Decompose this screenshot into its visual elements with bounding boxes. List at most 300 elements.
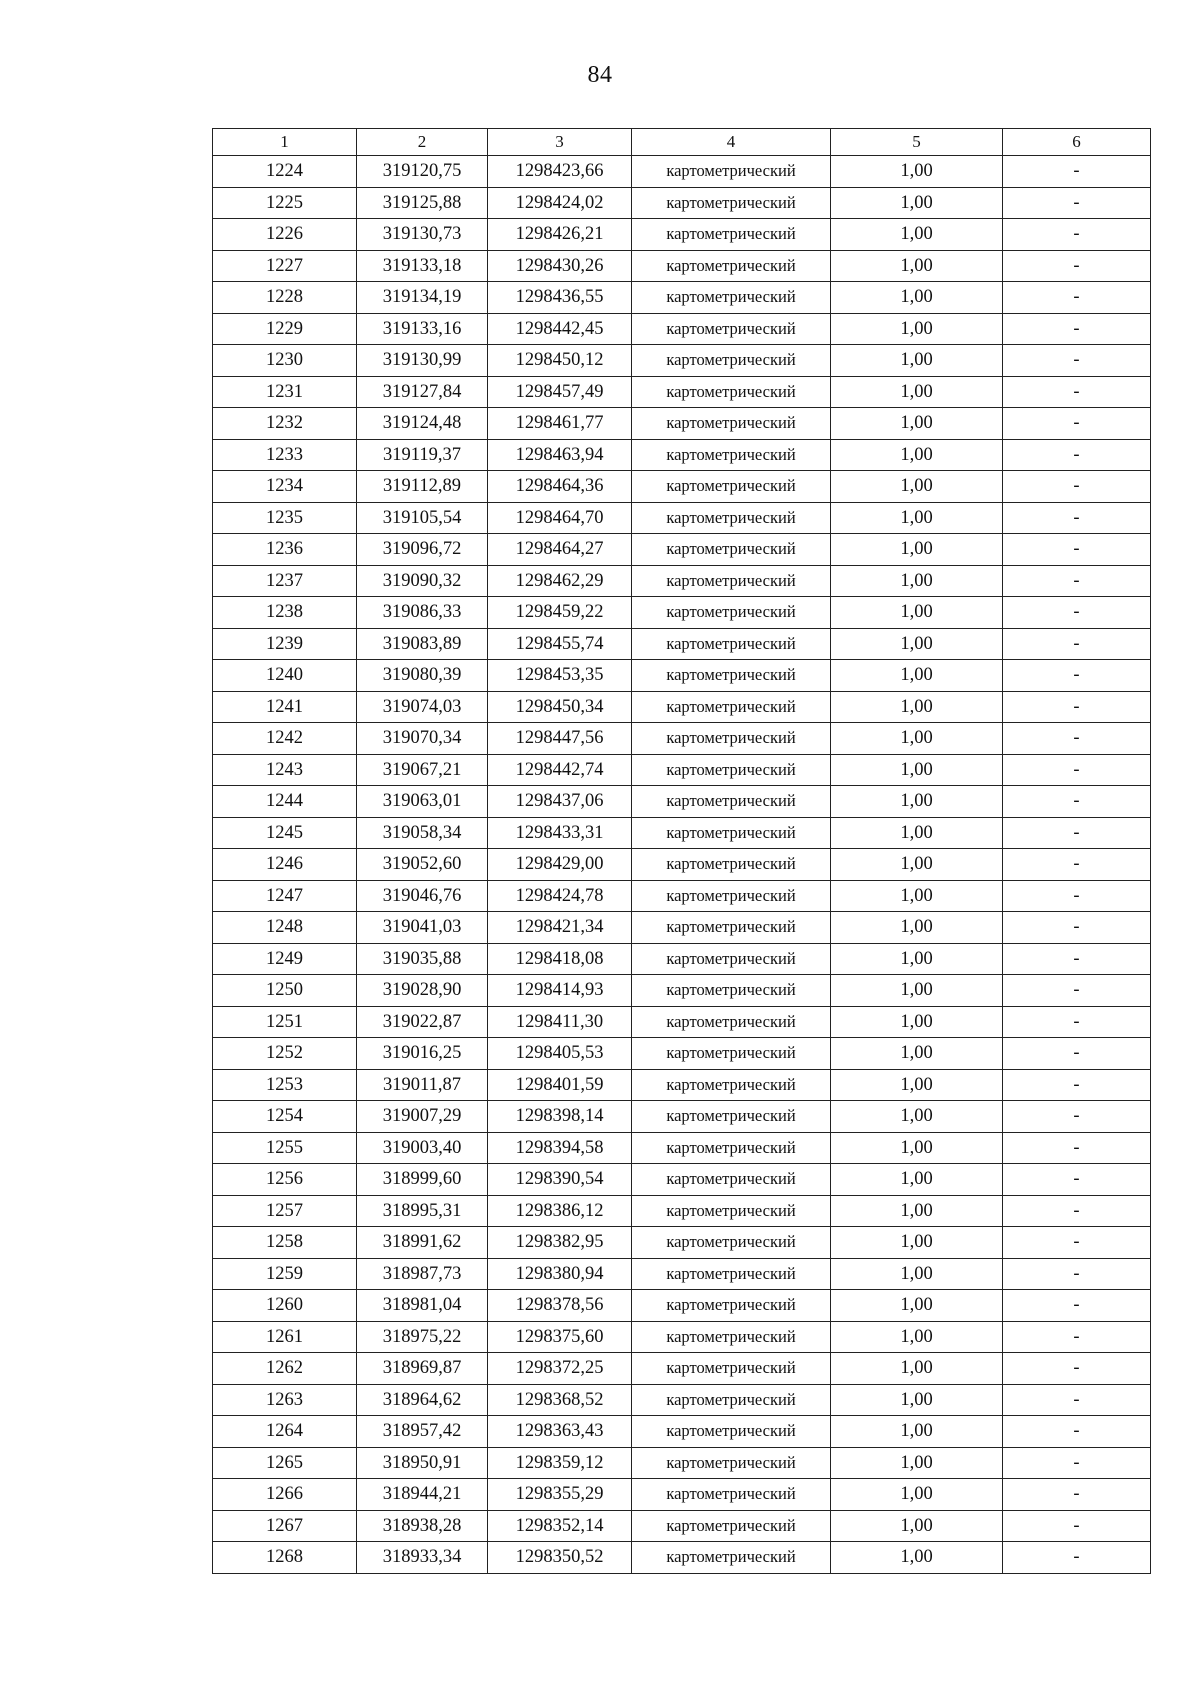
method-cell: картометрический: [632, 1227, 831, 1259]
x-coordinate-cell: 319046,76: [357, 880, 488, 912]
point-number-cell: 1263: [213, 1384, 357, 1416]
table-row: [213, 1227, 1151, 1259]
note-cell: -: [1003, 1258, 1151, 1290]
y-coordinate-cell: 1298426,21: [488, 219, 632, 251]
table-row: [213, 250, 1151, 282]
accuracy-cell: 1,00: [831, 345, 1003, 377]
x-coordinate-cell: 319120,75: [357, 156, 488, 188]
method-cell: картометрический: [632, 1416, 831, 1448]
accuracy-cell: 1,00: [831, 376, 1003, 408]
column-header-1: 1: [213, 129, 357, 156]
x-coordinate-cell: 319067,21: [357, 754, 488, 786]
note-cell: -: [1003, 345, 1151, 377]
y-coordinate-cell: 1298363,43: [488, 1416, 632, 1448]
method-cell: картометрический: [632, 1290, 831, 1322]
point-number-cell: 1265: [213, 1447, 357, 1479]
method-cell: картометрический: [632, 1132, 831, 1164]
y-coordinate-cell: 1298418,08: [488, 943, 632, 975]
note-cell: -: [1003, 219, 1151, 251]
note-cell: -: [1003, 723, 1151, 755]
table-row: [213, 691, 1151, 723]
y-coordinate-cell: 1298380,94: [488, 1258, 632, 1290]
table-row: [213, 471, 1151, 503]
accuracy-cell: 1,00: [831, 1195, 1003, 1227]
table-row: [213, 1416, 1151, 1448]
table-row: [213, 1101, 1151, 1133]
x-coordinate-cell: 319003,40: [357, 1132, 488, 1164]
method-cell: картометрический: [632, 880, 831, 912]
note-cell: -: [1003, 1447, 1151, 1479]
accuracy-cell: 1,00: [831, 1038, 1003, 1070]
accuracy-cell: 1,00: [831, 597, 1003, 629]
accuracy-cell: 1,00: [831, 943, 1003, 975]
method-cell: картометрический: [632, 754, 831, 786]
column-header-6: 6: [1003, 129, 1151, 156]
y-coordinate-cell: 1298429,00: [488, 849, 632, 881]
note-cell: -: [1003, 313, 1151, 345]
x-coordinate-cell: 319035,88: [357, 943, 488, 975]
method-cell: картометрический: [632, 1447, 831, 1479]
table-row: [213, 313, 1151, 345]
accuracy-cell: 1,00: [831, 1258, 1003, 1290]
accuracy-cell: 1,00: [831, 1510, 1003, 1542]
table-row: [213, 628, 1151, 660]
y-coordinate-cell: 1298352,14: [488, 1510, 632, 1542]
column-header-5: 5: [831, 129, 1003, 156]
accuracy-cell: 1,00: [831, 1132, 1003, 1164]
point-number-cell: 1235: [213, 502, 357, 534]
table-row: [213, 502, 1151, 534]
y-coordinate-cell: 1298424,02: [488, 187, 632, 219]
y-coordinate-cell: 1298430,26: [488, 250, 632, 282]
method-cell: картометрический: [632, 628, 831, 660]
accuracy-cell: 1,00: [831, 408, 1003, 440]
method-cell: картометрический: [632, 817, 831, 849]
y-coordinate-cell: 1298372,25: [488, 1353, 632, 1385]
point-number-cell: 1246: [213, 849, 357, 881]
point-number-cell: 1239: [213, 628, 357, 660]
point-number-cell: 1240: [213, 660, 357, 692]
table-row: [213, 219, 1151, 251]
method-cell: картометрический: [632, 219, 831, 251]
y-coordinate-cell: 1298386,12: [488, 1195, 632, 1227]
y-coordinate-cell: 1298355,29: [488, 1479, 632, 1511]
x-coordinate-cell: 319063,01: [357, 786, 488, 818]
y-coordinate-cell: 1298437,06: [488, 786, 632, 818]
table-row: [213, 849, 1151, 881]
table-row: [213, 1384, 1151, 1416]
x-coordinate-cell: 319124,48: [357, 408, 488, 440]
coordinates-table: [212, 128, 1151, 1574]
accuracy-cell: 1,00: [831, 817, 1003, 849]
accuracy-cell: 1,00: [831, 534, 1003, 566]
point-number-cell: 1267: [213, 1510, 357, 1542]
method-cell: картометрический: [632, 156, 831, 188]
x-coordinate-cell: 319096,72: [357, 534, 488, 566]
table-row: [213, 786, 1151, 818]
point-number-cell: 1259: [213, 1258, 357, 1290]
accuracy-cell: 1,00: [831, 723, 1003, 755]
y-coordinate-cell: 1298382,95: [488, 1227, 632, 1259]
y-coordinate-cell: 1298421,34: [488, 912, 632, 944]
point-number-cell: 1226: [213, 219, 357, 251]
note-cell: -: [1003, 187, 1151, 219]
note-cell: -: [1003, 1353, 1151, 1385]
point-number-cell: 1231: [213, 376, 357, 408]
method-cell: картометрический: [632, 849, 831, 881]
y-coordinate-cell: 1298436,55: [488, 282, 632, 314]
y-coordinate-cell: 1298463,94: [488, 439, 632, 471]
x-coordinate-cell: 319058,34: [357, 817, 488, 849]
note-cell: -: [1003, 1069, 1151, 1101]
table-row: [213, 1069, 1151, 1101]
point-number-cell: 1245: [213, 817, 357, 849]
table-row: [213, 975, 1151, 1007]
method-cell: картометрический: [632, 1195, 831, 1227]
note-cell: -: [1003, 912, 1151, 944]
note-cell: -: [1003, 250, 1151, 282]
point-number-cell: 1253: [213, 1069, 357, 1101]
note-cell: -: [1003, 1227, 1151, 1259]
note-cell: -: [1003, 1290, 1151, 1322]
column-header-4: 4: [632, 129, 831, 156]
method-cell: картометрический: [632, 376, 831, 408]
accuracy-cell: 1,00: [831, 1290, 1003, 1322]
accuracy-cell: 1,00: [831, 660, 1003, 692]
y-coordinate-cell: 1298453,35: [488, 660, 632, 692]
point-number-cell: 1247: [213, 880, 357, 912]
column-header-2: 2: [357, 129, 488, 156]
point-number-cell: 1248: [213, 912, 357, 944]
table-row: [213, 1510, 1151, 1542]
note-cell: -: [1003, 975, 1151, 1007]
point-number-cell: 1264: [213, 1416, 357, 1448]
method-cell: картометрический: [632, 723, 831, 755]
point-number-cell: 1232: [213, 408, 357, 440]
table-row: [213, 1132, 1151, 1164]
y-coordinate-cell: 1298414,93: [488, 975, 632, 1007]
accuracy-cell: 1,00: [831, 1006, 1003, 1038]
note-cell: -: [1003, 1101, 1151, 1133]
point-number-cell: 1225: [213, 187, 357, 219]
note-cell: -: [1003, 408, 1151, 440]
point-number-cell: 1238: [213, 597, 357, 629]
point-number-cell: 1268: [213, 1542, 357, 1574]
y-coordinate-cell: 1298459,22: [488, 597, 632, 629]
x-coordinate-cell: 319090,32: [357, 565, 488, 597]
accuracy-cell: 1,00: [831, 754, 1003, 786]
accuracy-cell: 1,00: [831, 628, 1003, 660]
point-number-cell: 1244: [213, 786, 357, 818]
method-cell: картометрический: [632, 250, 831, 282]
x-coordinate-cell: 319083,89: [357, 628, 488, 660]
table-row: [213, 187, 1151, 219]
table-row: [213, 1321, 1151, 1353]
accuracy-cell: 1,00: [831, 187, 1003, 219]
table-row: [213, 660, 1151, 692]
note-cell: -: [1003, 156, 1151, 188]
table-row: [213, 1353, 1151, 1385]
method-cell: картометрический: [632, 1069, 831, 1101]
point-number-cell: 1229: [213, 313, 357, 345]
x-coordinate-cell: 319074,03: [357, 691, 488, 723]
y-coordinate-cell: 1298378,56: [488, 1290, 632, 1322]
point-number-cell: 1252: [213, 1038, 357, 1070]
y-coordinate-cell: 1298394,58: [488, 1132, 632, 1164]
x-coordinate-cell: 319130,73: [357, 219, 488, 251]
note-cell: -: [1003, 1542, 1151, 1574]
y-coordinate-cell: 1298411,30: [488, 1006, 632, 1038]
point-number-cell: 1266: [213, 1479, 357, 1511]
x-coordinate-cell: 319011,87: [357, 1069, 488, 1101]
method-cell: картометрический: [632, 408, 831, 440]
point-number-cell: 1242: [213, 723, 357, 755]
y-coordinate-cell: 1298464,36: [488, 471, 632, 503]
accuracy-cell: 1,00: [831, 439, 1003, 471]
note-cell: -: [1003, 1416, 1151, 1448]
x-coordinate-cell: 319125,88: [357, 187, 488, 219]
accuracy-cell: 1,00: [831, 786, 1003, 818]
x-coordinate-cell: 319134,19: [357, 282, 488, 314]
accuracy-cell: 1,00: [831, 502, 1003, 534]
table-row: [213, 817, 1151, 849]
table-body: [213, 156, 1151, 1574]
x-coordinate-cell: 319052,60: [357, 849, 488, 881]
note-cell: -: [1003, 880, 1151, 912]
table-row: [213, 1447, 1151, 1479]
note-cell: -: [1003, 943, 1151, 975]
point-number-cell: 1250: [213, 975, 357, 1007]
y-coordinate-cell: 1298424,78: [488, 880, 632, 912]
x-coordinate-cell: 318957,42: [357, 1416, 488, 1448]
point-number-cell: 1255: [213, 1132, 357, 1164]
note-cell: -: [1003, 565, 1151, 597]
note-cell: -: [1003, 1132, 1151, 1164]
point-number-cell: 1257: [213, 1195, 357, 1227]
x-coordinate-cell: 318981,04: [357, 1290, 488, 1322]
note-cell: -: [1003, 1384, 1151, 1416]
x-coordinate-cell: 318938,28: [357, 1510, 488, 1542]
point-number-cell: 1230: [213, 345, 357, 377]
y-coordinate-cell: 1298457,49: [488, 376, 632, 408]
point-number-cell: 1224: [213, 156, 357, 188]
x-coordinate-cell: 318999,60: [357, 1164, 488, 1196]
method-cell: картометрический: [632, 660, 831, 692]
table-row: [213, 1038, 1151, 1070]
accuracy-cell: 1,00: [831, 1227, 1003, 1259]
table-row: [213, 1290, 1151, 1322]
point-number-cell: 1249: [213, 943, 357, 975]
method-cell: картометрический: [632, 597, 831, 629]
table-row: [213, 943, 1151, 975]
accuracy-cell: 1,00: [831, 1384, 1003, 1416]
note-cell: -: [1003, 1038, 1151, 1070]
method-cell: картометрический: [632, 1479, 831, 1511]
x-coordinate-cell: 318991,62: [357, 1227, 488, 1259]
x-coordinate-cell: 318995,31: [357, 1195, 488, 1227]
accuracy-cell: 1,00: [831, 282, 1003, 314]
method-cell: картометрический: [632, 1353, 831, 1385]
y-coordinate-cell: 1298423,66: [488, 156, 632, 188]
method-cell: картометрический: [632, 1510, 831, 1542]
note-cell: -: [1003, 849, 1151, 881]
table-row: [213, 1258, 1151, 1290]
note-cell: -: [1003, 1006, 1151, 1038]
y-coordinate-cell: 1298461,77: [488, 408, 632, 440]
table-row: [213, 1006, 1151, 1038]
x-coordinate-cell: 319133,16: [357, 313, 488, 345]
x-coordinate-cell: 319041,03: [357, 912, 488, 944]
table-row: [213, 912, 1151, 944]
accuracy-cell: 1,00: [831, 250, 1003, 282]
note-cell: -: [1003, 502, 1151, 534]
note-cell: -: [1003, 754, 1151, 786]
point-number-cell: 1241: [213, 691, 357, 723]
table-row: [213, 439, 1151, 471]
method-cell: картометрический: [632, 786, 831, 818]
method-cell: картометрический: [632, 565, 831, 597]
table-row: [213, 597, 1151, 629]
point-number-cell: 1227: [213, 250, 357, 282]
y-coordinate-cell: 1298405,53: [488, 1038, 632, 1070]
table-row: [213, 408, 1151, 440]
point-number-cell: 1260: [213, 1290, 357, 1322]
table-row: [213, 156, 1151, 188]
accuracy-cell: 1,00: [831, 691, 1003, 723]
accuracy-cell: 1,00: [831, 219, 1003, 251]
x-coordinate-cell: 319016,25: [357, 1038, 488, 1070]
y-coordinate-cell: 1298433,31: [488, 817, 632, 849]
note-cell: -: [1003, 471, 1151, 503]
table-row: [213, 880, 1151, 912]
header-row: [213, 129, 1151, 156]
note-cell: -: [1003, 1164, 1151, 1196]
note-cell: -: [1003, 817, 1151, 849]
table-header: [213, 129, 1151, 156]
note-cell: -: [1003, 376, 1151, 408]
y-coordinate-cell: 1298401,59: [488, 1069, 632, 1101]
method-cell: картометрический: [632, 1258, 831, 1290]
y-coordinate-cell: 1298450,12: [488, 345, 632, 377]
method-cell: картометрический: [632, 345, 831, 377]
note-cell: -: [1003, 660, 1151, 692]
y-coordinate-cell: 1298450,34: [488, 691, 632, 723]
y-coordinate-cell: 1298464,27: [488, 534, 632, 566]
method-cell: картометрический: [632, 1384, 831, 1416]
y-coordinate-cell: 1298398,14: [488, 1101, 632, 1133]
point-number-cell: 1254: [213, 1101, 357, 1133]
method-cell: картометрический: [632, 534, 831, 566]
method-cell: картометрический: [632, 439, 831, 471]
accuracy-cell: 1,00: [831, 849, 1003, 881]
y-coordinate-cell: 1298447,56: [488, 723, 632, 755]
note-cell: -: [1003, 1321, 1151, 1353]
accuracy-cell: 1,00: [831, 1321, 1003, 1353]
x-coordinate-cell: 319070,34: [357, 723, 488, 755]
x-coordinate-cell: 318964,62: [357, 1384, 488, 1416]
method-cell: картометрический: [632, 975, 831, 1007]
accuracy-cell: 1,00: [831, 975, 1003, 1007]
table-row: [213, 565, 1151, 597]
y-coordinate-cell: 1298368,52: [488, 1384, 632, 1416]
y-coordinate-cell: 1298390,54: [488, 1164, 632, 1196]
method-cell: картометрический: [632, 282, 831, 314]
note-cell: -: [1003, 1195, 1151, 1227]
method-cell: картометрический: [632, 502, 831, 534]
x-coordinate-cell: 318969,87: [357, 1353, 488, 1385]
table-row: [213, 376, 1151, 408]
point-number-cell: 1243: [213, 754, 357, 786]
x-coordinate-cell: 319086,33: [357, 597, 488, 629]
y-coordinate-cell: 1298350,52: [488, 1542, 632, 1574]
y-coordinate-cell: 1298359,12: [488, 1447, 632, 1479]
table-row: [213, 282, 1151, 314]
note-cell: -: [1003, 628, 1151, 660]
accuracy-cell: 1,00: [831, 313, 1003, 345]
note-cell: -: [1003, 1510, 1151, 1542]
point-number-cell: 1236: [213, 534, 357, 566]
x-coordinate-cell: 319007,29: [357, 1101, 488, 1133]
table-row: [213, 1542, 1151, 1574]
table-row: [213, 754, 1151, 786]
note-cell: -: [1003, 439, 1151, 471]
x-coordinate-cell: 319080,39: [357, 660, 488, 692]
x-coordinate-cell: 319112,89: [357, 471, 488, 503]
point-number-cell: 1261: [213, 1321, 357, 1353]
x-coordinate-cell: 318987,73: [357, 1258, 488, 1290]
y-coordinate-cell: 1298375,60: [488, 1321, 632, 1353]
point-number-cell: 1237: [213, 565, 357, 597]
x-coordinate-cell: 319127,84: [357, 376, 488, 408]
y-coordinate-cell: 1298464,70: [488, 502, 632, 534]
table-row: [213, 1164, 1151, 1196]
method-cell: картометрический: [632, 691, 831, 723]
accuracy-cell: 1,00: [831, 880, 1003, 912]
table-row: [213, 345, 1151, 377]
x-coordinate-cell: 318933,34: [357, 1542, 488, 1574]
accuracy-cell: 1,00: [831, 1353, 1003, 1385]
method-cell: картометрический: [632, 1542, 831, 1574]
table-row: [213, 534, 1151, 566]
method-cell: картометрический: [632, 912, 831, 944]
method-cell: картометрический: [632, 187, 831, 219]
method-cell: картометрический: [632, 471, 831, 503]
column-header-3: 3: [488, 129, 632, 156]
method-cell: картометрический: [632, 1321, 831, 1353]
table-row: [213, 1195, 1151, 1227]
note-cell: -: [1003, 534, 1151, 566]
note-cell: -: [1003, 597, 1151, 629]
x-coordinate-cell: 319022,87: [357, 1006, 488, 1038]
point-number-cell: 1234: [213, 471, 357, 503]
accuracy-cell: 1,00: [831, 156, 1003, 188]
accuracy-cell: 1,00: [831, 1069, 1003, 1101]
method-cell: картометрический: [632, 1038, 831, 1070]
x-coordinate-cell: 319133,18: [357, 250, 488, 282]
note-cell: -: [1003, 786, 1151, 818]
y-coordinate-cell: 1298455,74: [488, 628, 632, 660]
accuracy-cell: 1,00: [831, 912, 1003, 944]
x-coordinate-cell: 318944,21: [357, 1479, 488, 1511]
method-cell: картометрический: [632, 1006, 831, 1038]
accuracy-cell: 1,00: [831, 471, 1003, 503]
accuracy-cell: 1,00: [831, 1542, 1003, 1574]
accuracy-cell: 1,00: [831, 1447, 1003, 1479]
accuracy-cell: 1,00: [831, 1416, 1003, 1448]
note-cell: -: [1003, 282, 1151, 314]
accuracy-cell: 1,00: [831, 1479, 1003, 1511]
page-number: 84: [587, 62, 613, 88]
